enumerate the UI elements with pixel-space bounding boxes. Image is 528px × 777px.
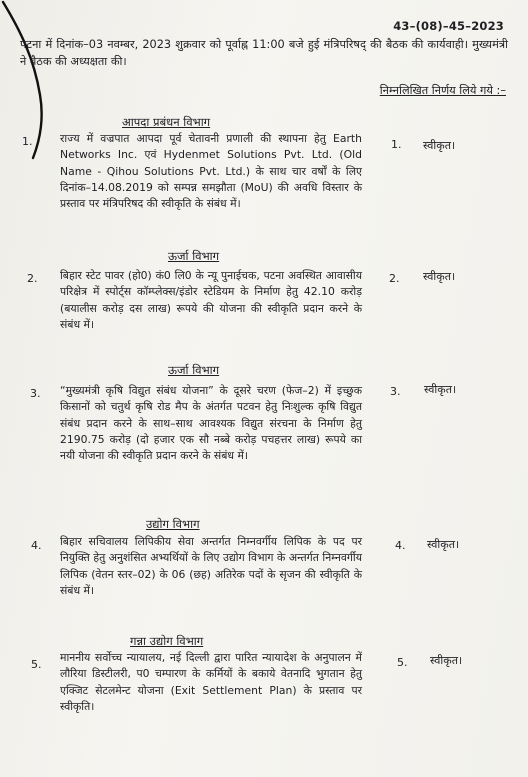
decision-number: 2. — [389, 272, 400, 285]
decision-number: 4. — [395, 539, 406, 552]
department-heading: आपदा प्रबंधन विभाग — [122, 115, 211, 129]
item-number: 3. — [30, 387, 41, 400]
item-number: 5. — [31, 658, 42, 671]
item-number: 1. — [22, 135, 33, 148]
decision-number: 1. — [391, 138, 402, 151]
item-text: “मुख्यमंत्री कृषि विद्युत संबंध योजना” के दूसरे चरण (फेज–2) में इच्छुक किसानों को चतुर्थ कृषि रोड मैप के अंतर्गत पटवन हेतु निःशुल्क कृषि विद्युत संबंध प्रदान करने के साथ–साथ आवश्यक विद्युत संरचना के निर्माण हेतु 2190.75 करोड़ (दो हजार एक सौ नब्बे करोड़ पचहत्तर लाख) रूपये का नयी योजना की स्वीकृति प्रदान करने के संबंध में। — [60, 384, 362, 463]
decision-number: 3. — [390, 385, 401, 398]
item-number: 2. — [27, 272, 38, 285]
item-text: बिहार स्टेट पावर (हो0) कं0 लि0 के न्यू पुनाईचक, पटना अवस्थित आवासीय परिक्षेत्र में स्पोर्ट्स कॉम्प्लेक्स/इंडोर स्टेडियम के निर्माण हेतु 42.10 करोड़ (बयालीस करोड़ दस लाख) रूपये की योजना की स्वीकृति प्रदान करने के संबंध में। — [60, 269, 362, 331]
meeting-intro: पटना में दिनांक–03 नवम्बर, 2023 शुक्रवार को पूर्वाह्न 11:00 बजे हुई मंत्रिपरिषद् की बैठक की कार्यवाही। मुख्यमंत्री ने बैठक की अध्यक्षता की। — [20, 38, 508, 68]
document-reference: 43–(08)–45–2023 — [393, 19, 504, 33]
decision-status: स्वीकृत। — [427, 538, 460, 551]
decision-status: स्वीकृत। — [424, 383, 457, 396]
decisions-heading: निम्नलिखित निर्णय लिये गये :– — [379, 84, 506, 97]
item-text: माननीय सर्वोच्च न्यायालय, नई दिल्ली द्वारा पारित न्यायादेश के अनुपालन में लौरिया डिस्टीलरी, प0 चम्पारण के कर्मियों के बकाये वेतनादि भुगतान हेतु एक्जिट सेटलमेन्ट योजना (Exit Settlement Plan) के प्रस्ताव पर स्वीकृति। — [60, 651, 362, 713]
decision-status: स्वीकृत। — [423, 139, 456, 152]
decision-number: 5. — [397, 656, 408, 669]
item-number: 4. — [31, 539, 42, 552]
item-text: बिहार सचिवालय लिपिकीय सेवा अन्तर्गत निम्नवर्गीय लिपिक के पद पर नियुक्ति हेतु अनुशंसित अभ्यर्थियों के लिए उद्योग विभाग के अन्तर्गत निम्नवर्गीय लिपिक (वेतन स्तर–02) के 06 (छह) अतिरेक पदों के सृजन की स्वीकृति के संबंध में। — [60, 535, 362, 597]
department-heading: गन्ना उद्योग विभाग — [130, 634, 204, 648]
decision-status: स्वीकृत। — [430, 654, 463, 667]
department-heading: ऊर्जा विभाग — [168, 249, 220, 263]
item-text: राज्य में वज्रपात आपदा पूर्व चेतावनी प्रणाली की स्थापना हेतु Earth Networks Inc. एवं Hydenmet Solutions Pvt. Ltd. (Old Name - Qihou Solutions Pvt. Ltd.) के साथ चार वर्षों के लिए दिनांक–14.08.2019 को सम्पन्न समझौता (MoU) की अवधि विस्तार के प्रस्ताव पर मंत्रिपरिषद की स्वीकृति के संबंध में। — [60, 132, 362, 211]
department-heading: उद्योग विभाग — [146, 517, 200, 531]
department-heading: ऊर्जा विभाग — [168, 363, 220, 377]
decision-status: स्वीकृत। — [423, 270, 456, 283]
